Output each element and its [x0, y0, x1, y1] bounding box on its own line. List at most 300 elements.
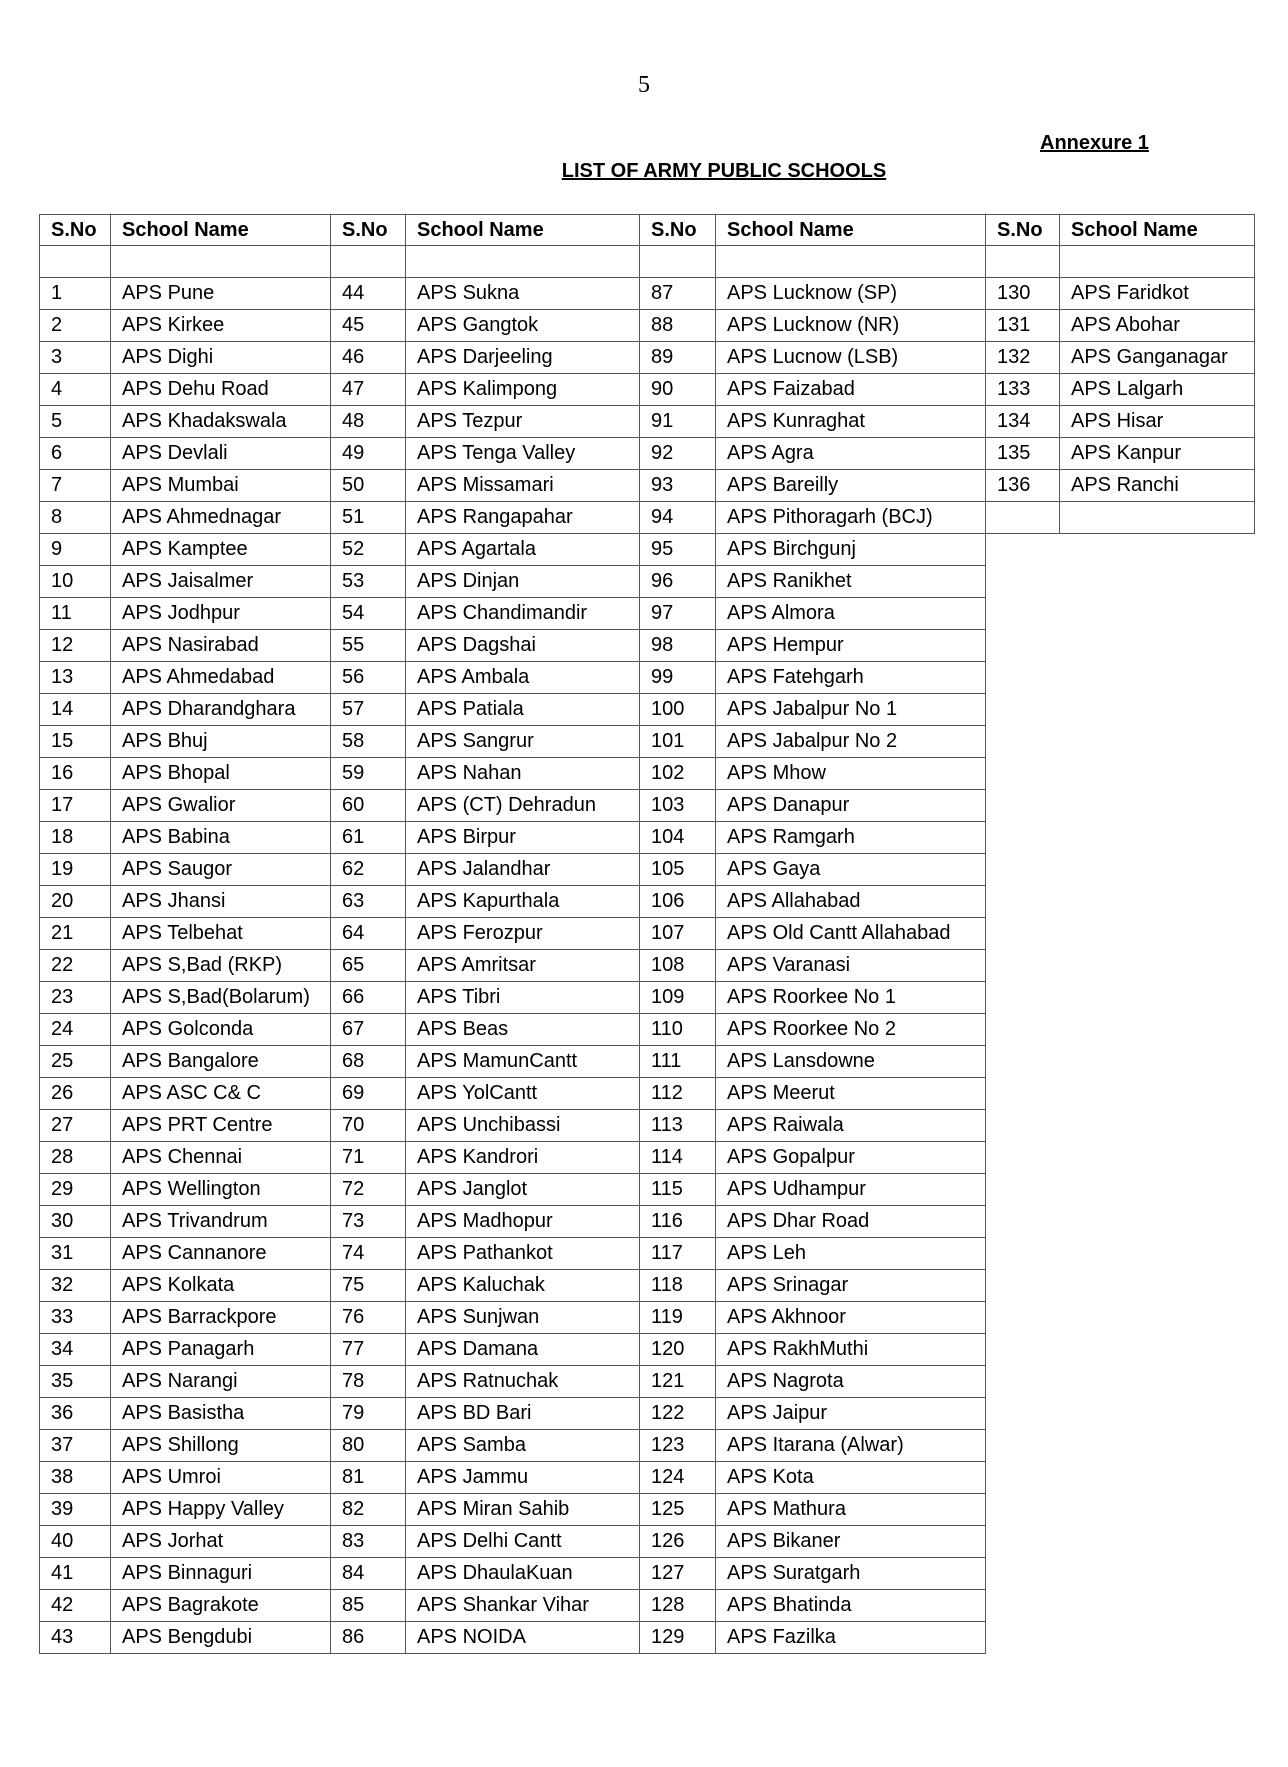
school-sno: 83 — [331, 1526, 406, 1558]
school-name: APS Rangapahar — [406, 502, 640, 534]
sno-header: S.No — [40, 215, 111, 246]
table-row — [40, 726, 986, 758]
school-name: APS Telbehat — [111, 918, 331, 950]
school-name: APS Kaluchak — [406, 1270, 640, 1302]
school-name: APS Meerut — [716, 1078, 986, 1110]
school-name: APS Roorkee No 2 — [716, 1014, 986, 1046]
school-sno: 55 — [331, 630, 406, 662]
school-sno: 135 — [986, 438, 1060, 470]
school-name: APS Allahabad — [716, 886, 986, 918]
school-sno: 9 — [40, 534, 111, 566]
school-sno: 52 — [331, 534, 406, 566]
school-name: APS Raiwala — [716, 1110, 986, 1142]
table-row — [40, 342, 986, 374]
school-sno: 6 — [40, 438, 111, 470]
school-name: APS Patiala — [406, 694, 640, 726]
table-row — [40, 918, 986, 950]
table-row — [40, 886, 986, 918]
school-sno: 115 — [640, 1174, 716, 1206]
school-sno: 25 — [40, 1046, 111, 1078]
school-sno: 37 — [40, 1430, 111, 1462]
school-sno: 118 — [640, 1270, 716, 1302]
school-sno: 65 — [331, 950, 406, 982]
school-name: APS Fatehgarh — [716, 662, 986, 694]
school-name: APS Shankar Vihar — [406, 1590, 640, 1622]
school-name: APS Mhow — [716, 758, 986, 790]
school-name: APS Itarana (Alwar) — [716, 1430, 986, 1462]
table-row — [40, 1558, 986, 1590]
school-name: APS PRT Centre — [111, 1110, 331, 1142]
school-sno: 132 — [986, 342, 1060, 374]
school-sno: 104 — [640, 822, 716, 854]
school-sno: 82 — [331, 1494, 406, 1526]
school-sno: 88 — [640, 310, 716, 342]
school-sno: 21 — [40, 918, 111, 950]
school-name: APS Ferozpur — [406, 918, 640, 950]
school-name: APS Amritsar — [406, 950, 640, 982]
school-sno: 109 — [640, 982, 716, 1014]
school-sno: 32 — [40, 1270, 111, 1302]
school-sno: 43 — [40, 1622, 111, 1654]
school-name: APS Ranikhet — [716, 566, 986, 598]
school-sno: 105 — [640, 854, 716, 886]
table-row — [986, 310, 1255, 342]
school-sno: 38 — [40, 1462, 111, 1494]
school-sno: 42 — [40, 1590, 111, 1622]
school-sno: 24 — [40, 1014, 111, 1046]
table-header-row — [40, 215, 986, 246]
school-sno: 111 — [640, 1046, 716, 1078]
school-sno: 90 — [640, 374, 716, 406]
table-row — [40, 1430, 986, 1462]
school-sno: 19 — [40, 854, 111, 886]
school-sno: 92 — [640, 438, 716, 470]
table-row — [40, 278, 986, 310]
school-sno: 10 — [40, 566, 111, 598]
school-sno: 64 — [331, 918, 406, 950]
table-row — [40, 1590, 986, 1622]
school-sno: 67 — [331, 1014, 406, 1046]
table-row — [40, 854, 986, 886]
school-name: APS Kalimpong — [406, 374, 640, 406]
school-name: APS Lucnow (LSB) — [716, 342, 986, 374]
document-title: LIST OF ARMY PUBLIC SCHOOLS — [561, 160, 887, 182]
school-sno: 48 — [331, 406, 406, 438]
school-sno: 54 — [331, 598, 406, 630]
table-row — [40, 790, 986, 822]
school-sno: 97 — [640, 598, 716, 630]
school-sno: 28 — [40, 1142, 111, 1174]
school-name: APS Leh — [716, 1238, 986, 1270]
school-sno: 131 — [986, 310, 1060, 342]
school-sno: 70 — [331, 1110, 406, 1142]
school-name: APS Gwalior — [111, 790, 331, 822]
school-name: APS Shillong — [111, 1430, 331, 1462]
school-sno: 11 — [40, 598, 111, 630]
school-name: APS Sunjwan — [406, 1302, 640, 1334]
school-name: APS Tezpur — [406, 406, 640, 438]
table-row — [40, 310, 986, 342]
table-row — [986, 406, 1255, 438]
school-sno: 106 — [640, 886, 716, 918]
school-sno: 101 — [640, 726, 716, 758]
school-name: APS Kirkee — [111, 310, 331, 342]
school-sno: 58 — [331, 726, 406, 758]
school-sno: 96 — [640, 566, 716, 598]
school-sno: 81 — [331, 1462, 406, 1494]
school-sno: 93 — [640, 470, 716, 502]
school-sno: 53 — [331, 566, 406, 598]
school-name: APS Cannanore — [111, 1238, 331, 1270]
school-sno: 113 — [640, 1110, 716, 1142]
school-sno: 85 — [331, 1590, 406, 1622]
school-sno: 75 — [331, 1270, 406, 1302]
school-name: APS ASC C& C — [111, 1078, 331, 1110]
table-row — [40, 502, 986, 534]
school-sno: 119 — [640, 1302, 716, 1334]
school-name: APS Bareilly — [716, 470, 986, 502]
school-sno: 122 — [640, 1398, 716, 1430]
school-name: APS Unchibassi — [406, 1110, 640, 1142]
table-row — [40, 630, 986, 662]
school-sno: 61 — [331, 822, 406, 854]
school-name: APS Fazilka — [716, 1622, 986, 1654]
school-sno: 20 — [40, 886, 111, 918]
school-name: APS Wellington — [111, 1174, 331, 1206]
school-name: APS Kandrori — [406, 1142, 640, 1174]
table-row — [40, 1270, 986, 1302]
school-sno: 123 — [640, 1430, 716, 1462]
school-sno: 108 — [640, 950, 716, 982]
school-name: APS Saugor — [111, 854, 331, 886]
school-sno: 27 — [40, 1110, 111, 1142]
school-sno: 95 — [640, 534, 716, 566]
school-name: APS Bikaner — [716, 1526, 986, 1558]
school-sno: 112 — [640, 1078, 716, 1110]
school-sno: 18 — [40, 822, 111, 854]
school-sno: 22 — [40, 950, 111, 982]
school-sno: 69 — [331, 1078, 406, 1110]
school-name: APS Ratnuchak — [406, 1366, 640, 1398]
school-sno: 12 — [40, 630, 111, 662]
school-sno: 29 — [40, 1174, 111, 1206]
table-row — [40, 598, 986, 630]
school-name: APS Kota — [716, 1462, 986, 1494]
school-sno: 62 — [331, 854, 406, 886]
school-name-header: School Name — [406, 215, 640, 246]
school-name: APS Kolkata — [111, 1270, 331, 1302]
school-sno: 2 — [40, 310, 111, 342]
school-name: APS Delhi Cantt — [406, 1526, 640, 1558]
school-name: APS Lalgarh — [1060, 374, 1255, 406]
school-name: APS Dinjan — [406, 566, 640, 598]
school-name: APS Faridkot — [1060, 278, 1255, 310]
school-sno: 114 — [640, 1142, 716, 1174]
school-sno: 133 — [986, 374, 1060, 406]
school-sno: 116 — [640, 1206, 716, 1238]
school-name: APS Ranchi — [1060, 470, 1255, 502]
table-row — [40, 1206, 986, 1238]
school-sno: 63 — [331, 886, 406, 918]
table-row — [40, 1366, 986, 1398]
school-sno: 35 — [40, 1366, 111, 1398]
school-sno: 102 — [640, 758, 716, 790]
table-row — [40, 1142, 986, 1174]
school-sno: 126 — [640, 1526, 716, 1558]
school-name: APS Umroi — [111, 1462, 331, 1494]
school-name: APS Madhopur — [406, 1206, 640, 1238]
school-sno: 73 — [331, 1206, 406, 1238]
school-name: APS Ramgarh — [716, 822, 986, 854]
school-sno: 74 — [331, 1238, 406, 1270]
school-sno: 17 — [40, 790, 111, 822]
school-name: APS S,Bad (RKP) — [111, 950, 331, 982]
school-sno: 47 — [331, 374, 406, 406]
school-sno: 77 — [331, 1334, 406, 1366]
school-name: APS Chennai — [111, 1142, 331, 1174]
school-name-header: School Name — [1060, 215, 1255, 246]
table-row — [40, 1110, 986, 1142]
school-sno: 39 — [40, 1494, 111, 1526]
school-sno: 68 — [331, 1046, 406, 1078]
table-row — [40, 1046, 986, 1078]
table-row — [40, 1334, 986, 1366]
school-name: APS Trivandrum — [111, 1206, 331, 1238]
school-name: APS Binnaguri — [111, 1558, 331, 1590]
school-name: APS Danapur — [716, 790, 986, 822]
school-name: APS Kapurthala — [406, 886, 640, 918]
school-sno: 72 — [331, 1174, 406, 1206]
school-name: APS Nasirabad — [111, 630, 331, 662]
table-row — [986, 342, 1255, 374]
school-sno: 120 — [640, 1334, 716, 1366]
school-name: APS Basistha — [111, 1398, 331, 1430]
school-sno: 15 — [40, 726, 111, 758]
school-name: APS Ahmedabad — [111, 662, 331, 694]
table-row — [40, 1494, 986, 1526]
school-sno: 103 — [640, 790, 716, 822]
school-sno: 87 — [640, 278, 716, 310]
school-name: APS Jalandhar — [406, 854, 640, 886]
school-sno: 26 — [40, 1078, 111, 1110]
school-name: APS Varanasi — [716, 950, 986, 982]
school-name: APS Suratgarh — [716, 1558, 986, 1590]
school-name: APS Jabalpur No 2 — [716, 726, 986, 758]
school-sno: 124 — [640, 1462, 716, 1494]
school-sno: 128 — [640, 1590, 716, 1622]
school-name: APS Sukna — [406, 278, 640, 310]
school-sno: 94 — [640, 502, 716, 534]
school-name: APS (CT) Dehradun — [406, 790, 640, 822]
school-name: APS Bengdubi — [111, 1622, 331, 1654]
table-row — [40, 1462, 986, 1494]
school-sno: 7 — [40, 470, 111, 502]
school-sno: 110 — [640, 1014, 716, 1046]
school-name: APS Jodhpur — [111, 598, 331, 630]
school-name: APS Mumbai — [111, 470, 331, 502]
school-sno: 89 — [640, 342, 716, 374]
school-name: APS Lucknow (NR) — [716, 310, 986, 342]
school-name: APS Ambala — [406, 662, 640, 694]
table-row — [986, 502, 1255, 534]
school-name: APS Tibri — [406, 982, 640, 1014]
school-name: APS Hisar — [1060, 406, 1255, 438]
sno-header: S.No — [331, 215, 406, 246]
school-sno: 51 — [331, 502, 406, 534]
school-name: APS Jaisalmer — [111, 566, 331, 598]
sno-header: S.No — [986, 215, 1060, 246]
school-name: APS Golconda — [111, 1014, 331, 1046]
school-name: APS Jammu — [406, 1462, 640, 1494]
school-name: APS Jhansi — [111, 886, 331, 918]
school-sno: 99 — [640, 662, 716, 694]
school-name: APS Nahan — [406, 758, 640, 790]
school-sno: 130 — [986, 278, 1060, 310]
table-row — [40, 822, 986, 854]
page-number: 5 — [638, 72, 650, 98]
schools-table-main — [39, 214, 986, 1654]
school-name: APS Kunraghat — [716, 406, 986, 438]
school-name: APS Faizabad — [716, 374, 986, 406]
school-name: APS Damana — [406, 1334, 640, 1366]
school-sno: 59 — [331, 758, 406, 790]
school-name: APS Pune — [111, 278, 331, 310]
school-name: APS Nagrota — [716, 1366, 986, 1398]
school-name: APS DhaulaKuan — [406, 1558, 640, 1590]
school-name: APS Lucknow (SP) — [716, 278, 986, 310]
school-name: APS Agra — [716, 438, 986, 470]
school-name: APS Birpur — [406, 822, 640, 854]
school-sno: 49 — [331, 438, 406, 470]
school-name: APS Ahmednagar — [111, 502, 331, 534]
table-row — [40, 1078, 986, 1110]
school-sno: 71 — [331, 1142, 406, 1174]
school-name: APS Gaya — [716, 854, 986, 886]
school-name: APS Dighi — [111, 342, 331, 374]
school-name: APS Ganganagar — [1060, 342, 1255, 374]
table-row — [40, 566, 986, 598]
table-row — [40, 438, 986, 470]
table-row — [40, 1622, 986, 1654]
school-name: APS MamunCantt — [406, 1046, 640, 1078]
school-name: APS Dagshai — [406, 630, 640, 662]
school-sno: 125 — [640, 1494, 716, 1526]
school-sno: 3 — [40, 342, 111, 374]
table-row — [40, 534, 986, 566]
school-name: APS Samba — [406, 1430, 640, 1462]
school-name: APS Narangi — [111, 1366, 331, 1398]
school-name: APS Janglot — [406, 1174, 640, 1206]
school-sno: 117 — [640, 1238, 716, 1270]
school-sno: 86 — [331, 1622, 406, 1654]
table-row — [986, 278, 1255, 310]
sno-header: S.No — [640, 215, 716, 246]
school-name: APS Dharandghara — [111, 694, 331, 726]
school-name: APS Almora — [716, 598, 986, 630]
annexure-label: Annexure 1 — [1040, 132, 1149, 154]
school-name: APS Birchgunj — [716, 534, 986, 566]
school-sno: 44 — [331, 278, 406, 310]
school-name: APS Old Cantt Allahabad — [716, 918, 986, 950]
school-sno: 46 — [331, 342, 406, 374]
school-sno: 136 — [986, 470, 1060, 502]
school-sno: 13 — [40, 662, 111, 694]
table-row — [40, 374, 986, 406]
school-name: APS Srinagar — [716, 1270, 986, 1302]
school-sno: 8 — [40, 502, 111, 534]
school-name: APS Missamari — [406, 470, 640, 502]
school-name: APS Hempur — [716, 630, 986, 662]
school-sno: 121 — [640, 1366, 716, 1398]
school-sno: 33 — [40, 1302, 111, 1334]
schools-table-side — [985, 214, 1255, 534]
school-name: APS Chandimandir — [406, 598, 640, 630]
table-row — [40, 950, 986, 982]
school-sno: 134 — [986, 406, 1060, 438]
school-name: APS Bhuj — [111, 726, 331, 758]
school-name-header: School Name — [716, 215, 986, 246]
school-sno: 4 — [40, 374, 111, 406]
school-sno: 107 — [640, 918, 716, 950]
table-row — [40, 1174, 986, 1206]
school-name: APS Khadakswala — [111, 406, 331, 438]
table-row — [40, 758, 986, 790]
school-sno: 79 — [331, 1398, 406, 1430]
school-sno: 36 — [40, 1398, 111, 1430]
school-sno: 34 — [40, 1334, 111, 1366]
school-name: APS Kamptee — [111, 534, 331, 566]
school-name: APS Gopalpur — [716, 1142, 986, 1174]
school-name: APS BD Bari — [406, 1398, 640, 1430]
school-sno: 76 — [331, 1302, 406, 1334]
school-sno: 45 — [331, 310, 406, 342]
table-header-row — [986, 215, 1255, 246]
school-name: APS Bhopal — [111, 758, 331, 790]
school-name: APS Pathankot — [406, 1238, 640, 1270]
school-sno: 30 — [40, 1206, 111, 1238]
table-row — [40, 982, 986, 1014]
school-name: APS Roorkee No 1 — [716, 982, 986, 1014]
school-name: APS Beas — [406, 1014, 640, 1046]
school-name: APS Bhatinda — [716, 1590, 986, 1622]
school-name: APS Udhampur — [716, 1174, 986, 1206]
school-sno: 14 — [40, 694, 111, 726]
school-name: APS Dehu Road — [111, 374, 331, 406]
table-row — [986, 374, 1255, 406]
school-sno: 78 — [331, 1366, 406, 1398]
school-sno: 31 — [40, 1238, 111, 1270]
school-name: APS Devlali — [111, 438, 331, 470]
school-sno: 56 — [331, 662, 406, 694]
school-name: APS Abohar — [1060, 310, 1255, 342]
table-row — [40, 1014, 986, 1046]
school-name: APS Bangalore — [111, 1046, 331, 1078]
school-sno: 40 — [40, 1526, 111, 1558]
empty-cell — [1060, 502, 1255, 534]
school-sno: 84 — [331, 1558, 406, 1590]
school-name: APS Kanpur — [1060, 438, 1255, 470]
school-name: APS Gangtok — [406, 310, 640, 342]
table-row — [986, 470, 1255, 502]
school-name: APS NOIDA — [406, 1622, 640, 1654]
school-name: APS Lansdowne — [716, 1046, 986, 1078]
table-row — [40, 1398, 986, 1430]
school-name: APS Akhnoor — [716, 1302, 986, 1334]
school-name: APS Jabalpur No 1 — [716, 694, 986, 726]
school-name: APS Happy Valley — [111, 1494, 331, 1526]
table-row — [40, 1526, 986, 1558]
school-sno: 91 — [640, 406, 716, 438]
